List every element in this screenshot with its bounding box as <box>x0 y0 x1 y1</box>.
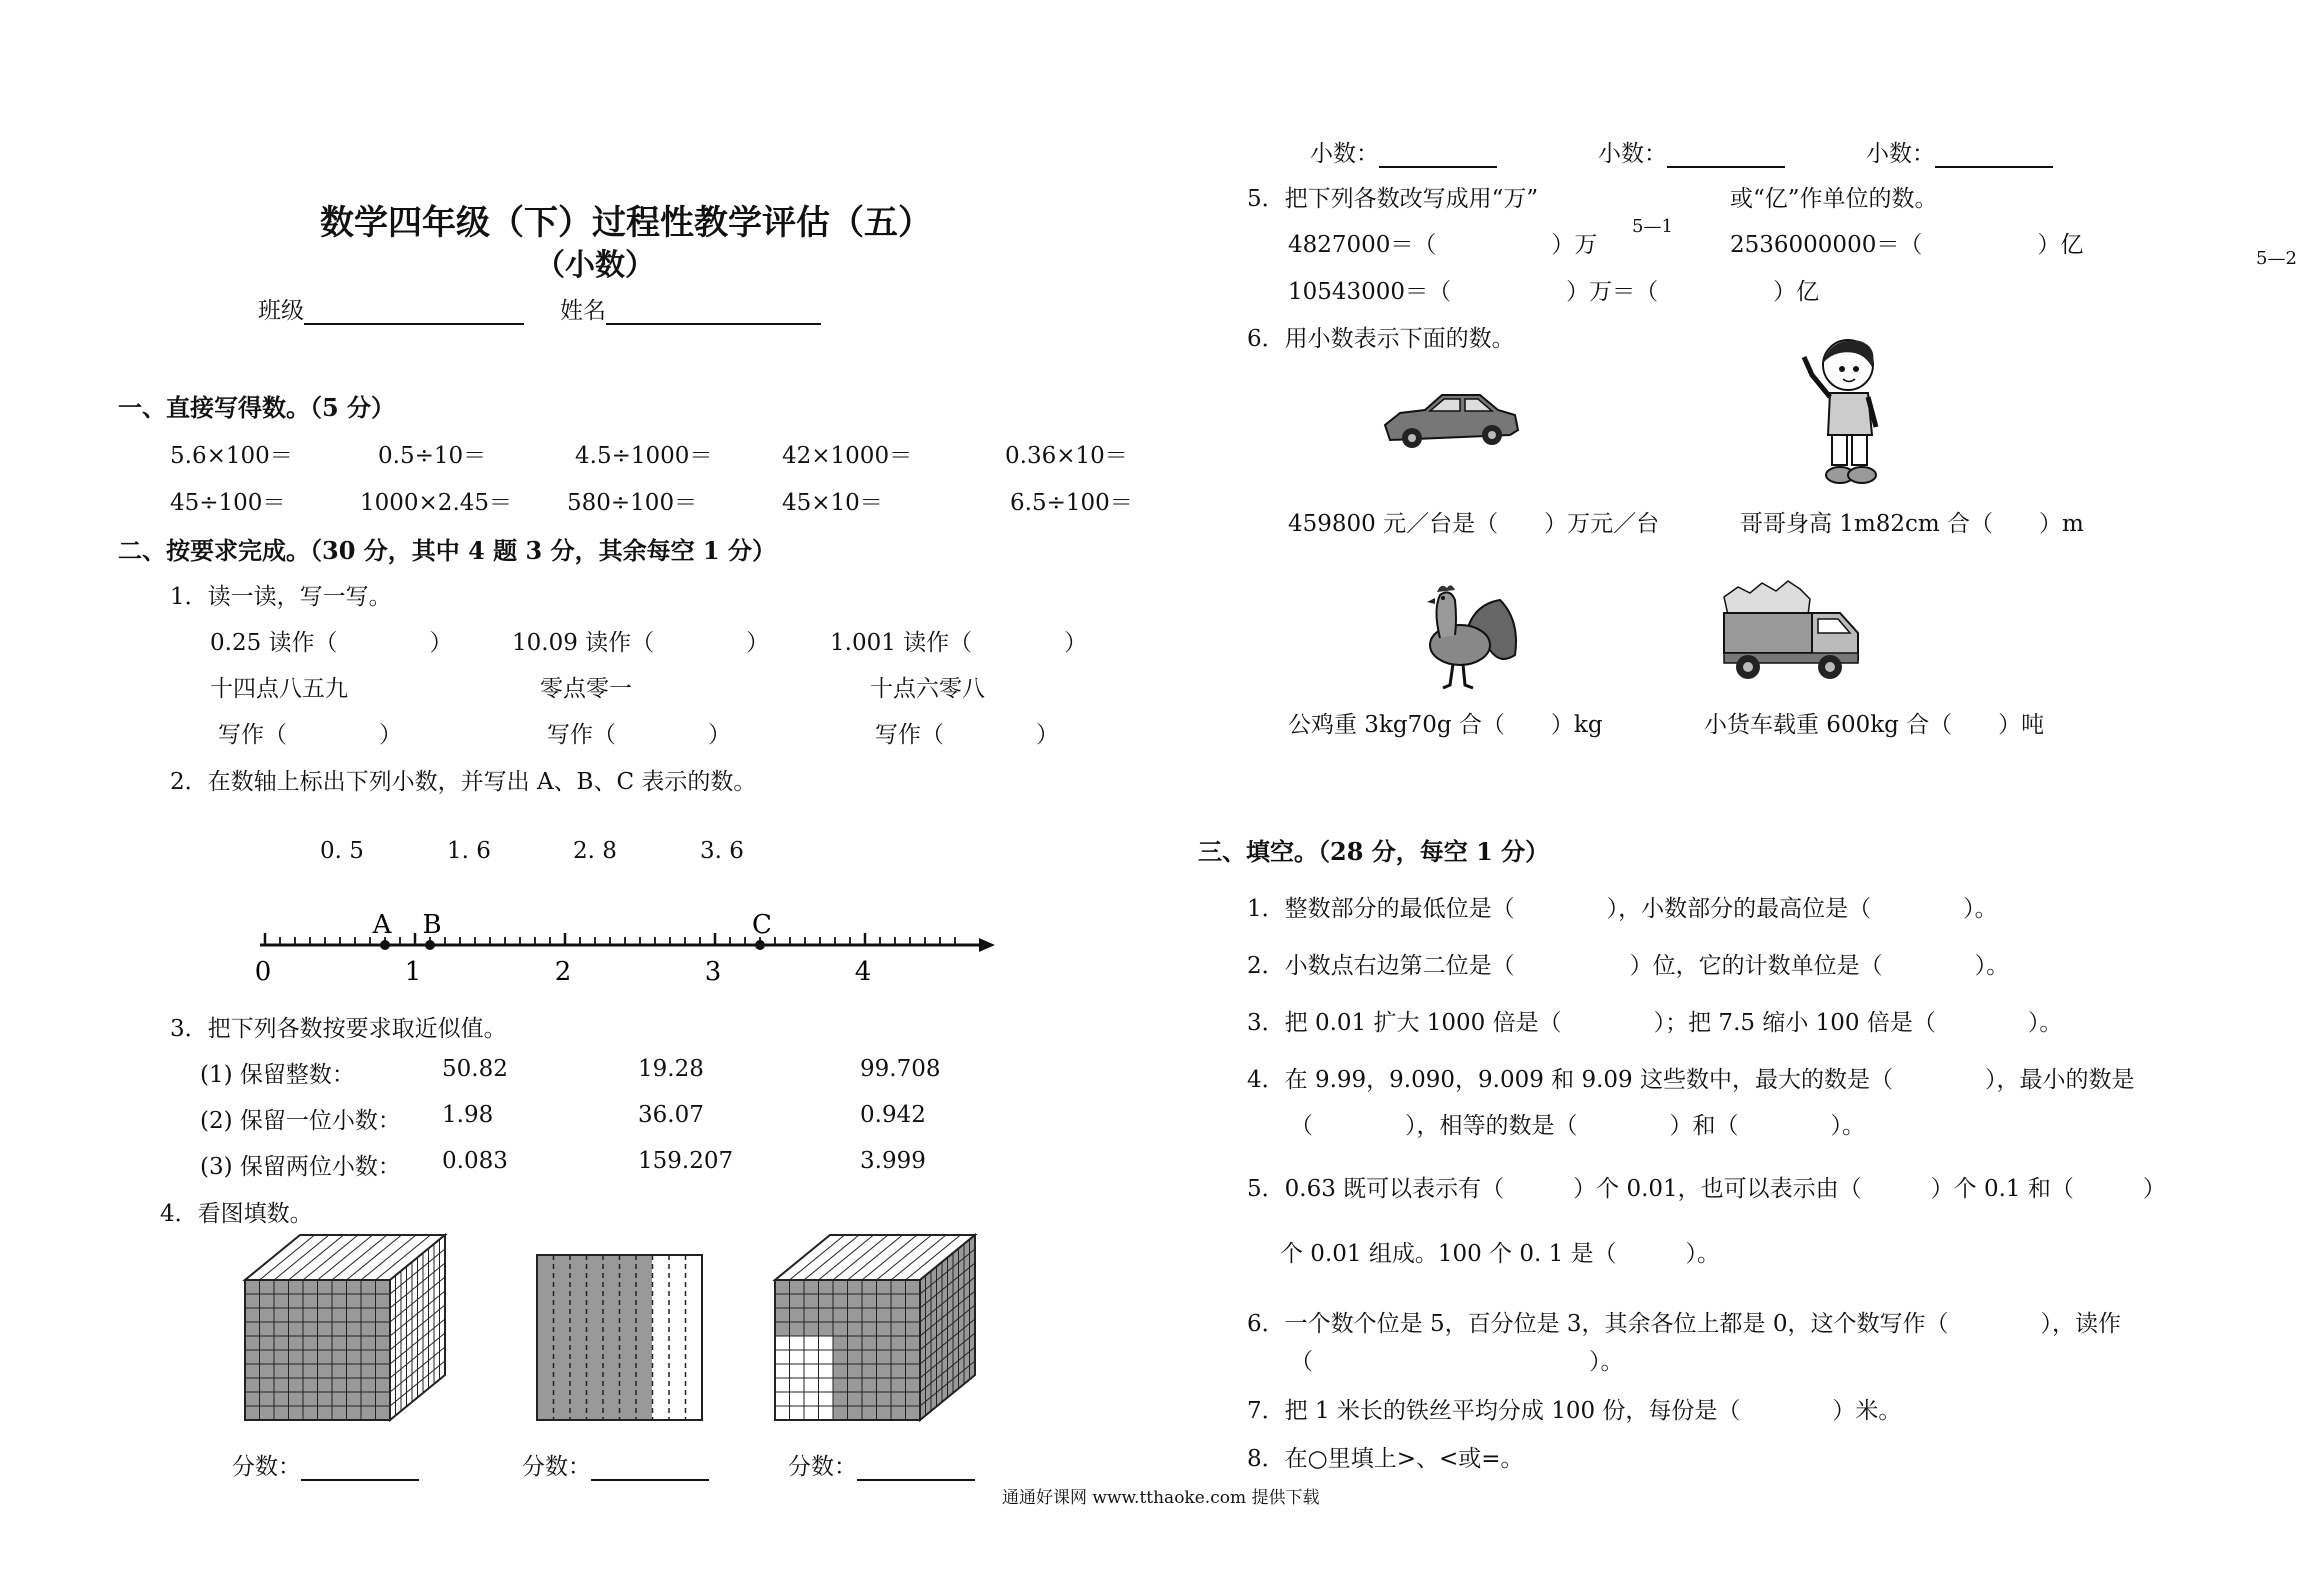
q6-truck: 小货车载重 600kg 合（ ）吨 <box>1704 712 2045 738</box>
q3-title: 3．把下列各数按要求取近似值。 <box>170 1016 507 1042</box>
s3-item-7: 7．把 1 米长的铁丝平均分成 100 份，每份是（ ）米。 <box>1247 1398 1902 1424</box>
decimal-input[interactable] <box>1379 140 1497 168</box>
decimal-input[interactable] <box>1935 140 2053 168</box>
class-label: 班级 <box>258 298 304 324</box>
score-label: 分数： <box>522 1454 591 1480</box>
calc-item: 1000×2.45＝ <box>360 490 513 516</box>
point-marker <box>380 940 390 950</box>
q3-label: (2) 保留一位小数： <box>200 1108 401 1134</box>
q3-value: 159.207 <box>638 1148 734 1174</box>
decimal-input[interactable] <box>1667 140 1785 168</box>
q3-value: 0.942 <box>860 1102 926 1128</box>
axis-label: 0 <box>254 957 272 987</box>
s3-item-4: 4．在 9.99，9.090，9.009 和 9.09 这些数中，最大的数是（ ），最小的数是 <box>1247 1067 2135 1093</box>
q3-label: (1) 保留整数： <box>200 1062 355 1088</box>
calc-item: 0.5÷10＝ <box>378 443 487 469</box>
q1-write-1: 写作（ ） <box>218 722 402 748</box>
q2-number: 3. 6 <box>700 838 744 864</box>
s3-item-6-cont: （ ）。 <box>1290 1349 1624 1375</box>
decimal-label: 小数： <box>1866 141 1935 167</box>
q3-value: 1.98 <box>442 1102 494 1128</box>
boy-icon <box>1790 335 1900 490</box>
q3-value: 0.083 <box>442 1148 508 1174</box>
cube-icon <box>775 1235 985 1425</box>
s3-item-4-cont: （ ），相等的数是（ ）和（ ）。 <box>1290 1113 1865 1139</box>
q6-rooster: 公鸡重 3kg70g 合（ ）kg <box>1288 712 1603 738</box>
truck-icon <box>1720 575 1865 690</box>
square-grid-icon <box>537 1255 702 1420</box>
s3-item-5-cont: 个 0.01 组成。100 个 0. 1 是（ ）。 <box>1280 1241 1721 1267</box>
axis-label: 1 <box>404 957 422 987</box>
page-mark-right: 5—2 <box>2256 248 2297 269</box>
class-field <box>258 292 524 325</box>
q1-write-2: 写作（ ） <box>547 722 731 748</box>
point-marker <box>755 940 765 950</box>
s3-item-6: 6．一个数个位是 5，百分位是 3，其余各位上都是 0，这个数写作（ ），读作 <box>1247 1311 2121 1337</box>
calc-item: 0.36×10＝ <box>1005 443 1128 469</box>
q2-number: 0. 5 <box>320 838 364 864</box>
score-input[interactable] <box>591 1453 709 1481</box>
top-blank-2 <box>1598 135 1785 168</box>
s3-item-5: 5．0.63 既可以表示有（ ）个 0.01，也可以表示由（ ）个 0.1 和（ ） <box>1247 1176 2166 1202</box>
calc-item: 42×1000＝ <box>782 443 913 469</box>
q3-label: (3) 保留两位小数： <box>200 1154 401 1180</box>
calc-item: 5.6×100＝ <box>170 443 293 469</box>
decimal-label: 小数： <box>1598 141 1667 167</box>
q3-value: 50.82 <box>442 1056 508 1082</box>
q5-title-a: 5．把下列各数改写成用“万” <box>1247 186 1539 212</box>
q6-car: 459800 元／台是（ ）万元／台 <box>1288 511 1660 537</box>
s3-item-3: 3．把 0.01 扩大 1000 倍是（ ）；把 7.5 缩小 100 倍是（ ）。 <box>1247 1010 2063 1036</box>
q5-title-b: 或“亿”作单位的数。 <box>1730 186 1938 212</box>
name-label: 姓名 <box>560 298 606 324</box>
q2-number: 2. 8 <box>573 838 617 864</box>
axis-label: 3 <box>704 957 722 987</box>
q5-line2: 10543000＝（ ）万＝（ ）亿 <box>1288 279 1820 305</box>
q1-read-3: 1.001 读作（ ） <box>830 630 1088 656</box>
number-line[interactable] <box>250 900 1000 990</box>
page-title: 数学四年级（下）过程性教学评估（五） <box>320 203 932 243</box>
point-label: C <box>752 910 772 940</box>
q1-words-3: 十点六零八 <box>870 676 985 702</box>
calc-item: 45÷100＝ <box>170 490 286 516</box>
q3-value: 99.708 <box>860 1056 941 1082</box>
calc-item: 4.5÷1000＝ <box>575 443 713 469</box>
calc-item: 45×10＝ <box>782 490 883 516</box>
q1-words-1: 十四点八五九 <box>210 676 348 702</box>
cube-icon <box>245 1235 455 1425</box>
score-label: 分数： <box>788 1454 857 1480</box>
s3-item-1: 1．整数部分的最低位是（ ），小数部分的最高位是（ ）。 <box>1247 896 1998 922</box>
q5-line1b: 2536000000＝（ ）亿 <box>1730 232 2084 258</box>
section1-heading: 一、直接写得数。（5 分） <box>118 393 396 422</box>
calc-item: 580÷100＝ <box>567 490 698 516</box>
footer-credit: 通通好课网 www.tthaoke.com 提供下载 <box>1002 1488 1320 1508</box>
score-label: 分数： <box>232 1454 301 1480</box>
q2-number: 1. 6 <box>447 838 491 864</box>
q5-line1a: 4827000＝（ ）万 <box>1288 232 1598 258</box>
q4-score-1 <box>232 1448 419 1481</box>
section2-heading: 二、按要求完成。（30 分，其中 4 题 3 分，其余每空 1 分） <box>118 536 776 565</box>
q4-score-2 <box>522 1448 709 1481</box>
axis-arrow <box>979 938 995 952</box>
s3-item-2: 2．小数点右边第二位是（ ）位，它的计数单位是（ ）。 <box>1247 953 2010 979</box>
top-blank-1 <box>1310 135 1497 168</box>
q1-read-1: 0.25 读作（ ） <box>210 630 453 656</box>
score-input[interactable] <box>857 1453 975 1481</box>
name-field <box>560 292 821 325</box>
name-input[interactable] <box>606 297 821 325</box>
section3-heading: 三、填空。（28 分，每空 1 分） <box>1198 837 1550 866</box>
q2-title: 2．在数轴上标出下列小数，并写出 A、B、C 表示的数。 <box>170 769 757 795</box>
q3-value: 36.07 <box>638 1102 704 1128</box>
point-label: B <box>422 910 442 940</box>
page-subtitle: （小数） <box>535 248 655 283</box>
top-blank-3 <box>1866 135 2053 168</box>
q3-value: 19.28 <box>638 1056 704 1082</box>
decimal-label: 小数： <box>1310 141 1379 167</box>
q6-boy: 哥哥身高 1m82cm 合（ ）m <box>1740 511 2084 537</box>
score-input[interactable] <box>301 1453 419 1481</box>
calc-item: 6.5÷100＝ <box>1010 490 1133 516</box>
point-label: A <box>372 910 392 940</box>
q4-score-3 <box>788 1448 975 1481</box>
rooster-icon <box>1405 580 1525 695</box>
axis-label: 2 <box>554 957 572 987</box>
axis-label: 4 <box>854 957 872 987</box>
q1-title: 1．读一读，写一写。 <box>170 584 392 610</box>
q1-read-2: 10.09 读作（ ） <box>512 630 770 656</box>
point-marker <box>425 940 435 950</box>
class-input[interactable] <box>304 297 524 325</box>
q1-write-3: 写作（ ） <box>875 722 1059 748</box>
q1-words-2: 零点零一 <box>540 676 632 702</box>
q4-title: 4．看图填数。 <box>160 1201 313 1227</box>
s3-item-8: 8．在○里填上>、<或=。 <box>1247 1446 1524 1472</box>
q3-value: 3.999 <box>860 1148 926 1174</box>
car-icon <box>1380 385 1520 455</box>
page-mark-center: 5—1 <box>1632 216 1673 237</box>
q6-title: 6．用小数表示下面的数。 <box>1247 326 1515 352</box>
